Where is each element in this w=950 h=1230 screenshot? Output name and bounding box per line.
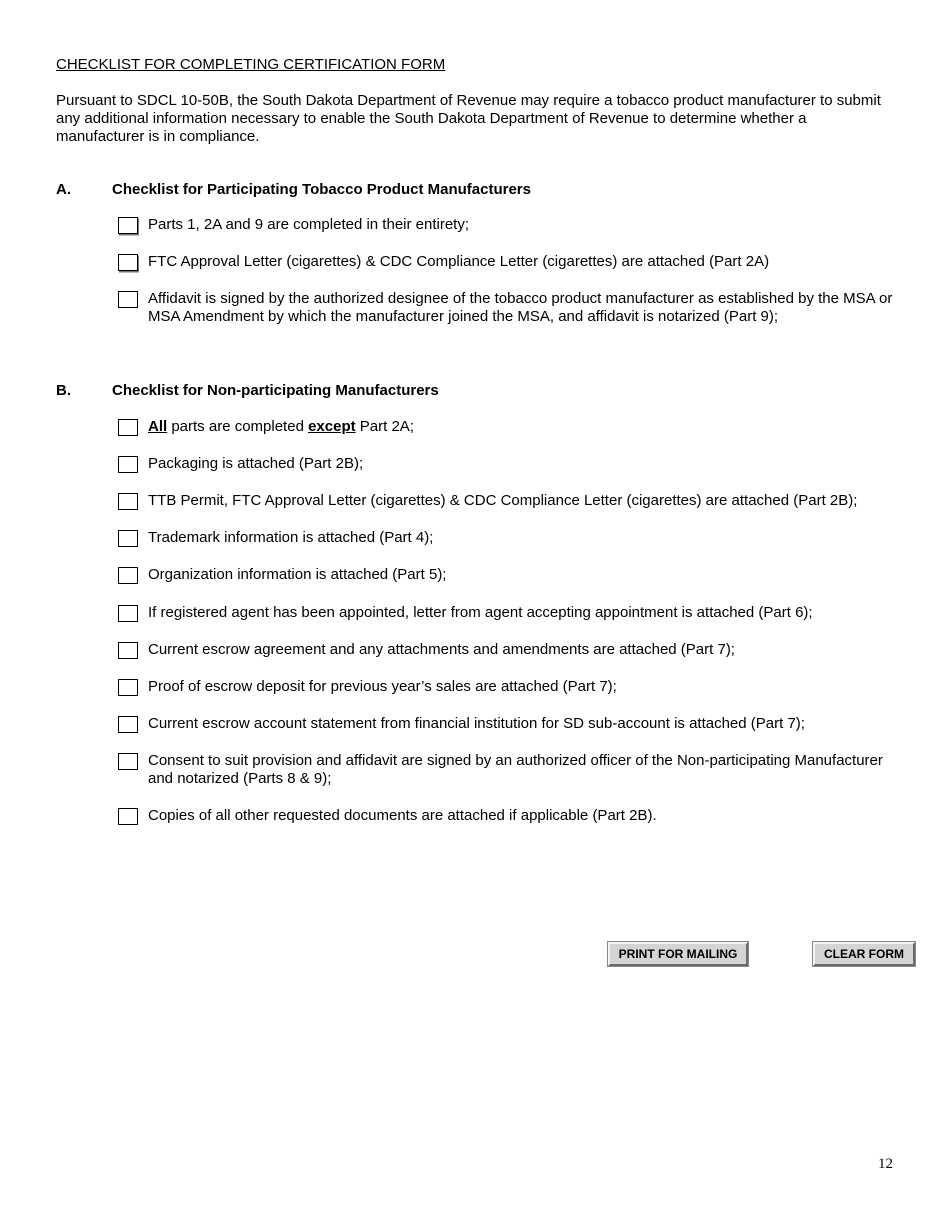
checkbox-a3[interactable] bbox=[118, 291, 138, 308]
checklist-item-text: Packaging is attached (Part 2B); bbox=[148, 455, 364, 472]
checkbox-b7[interactable] bbox=[118, 642, 138, 659]
section-a-letter: A. bbox=[56, 181, 71, 198]
section-a-heading: Checklist for Participating Tobacco Product Manufacturers bbox=[112, 181, 531, 198]
checklist-item-text: Proof of escrow deposit for previous year’s sales are attached (Part 7); bbox=[148, 678, 617, 695]
section-b-heading: Checklist for Non-participating Manufacturers bbox=[112, 382, 439, 399]
checkbox-b5[interactable] bbox=[118, 567, 138, 584]
item-text-end: Part 2A; bbox=[355, 418, 414, 435]
checkbox-b3[interactable] bbox=[118, 493, 138, 510]
checklist-item-text: Parts 1, 2A and 9 are completed in their entirety; bbox=[148, 216, 470, 233]
item-text-middle: parts are completed bbox=[167, 418, 309, 435]
checkbox-b11[interactable] bbox=[118, 808, 138, 825]
checkbox-b2[interactable] bbox=[118, 456, 138, 473]
clear-form-button[interactable]: CLEAR FORM bbox=[813, 942, 915, 966]
checkbox-b10[interactable] bbox=[118, 753, 138, 770]
checklist-item-text: Organization information is attached (Part 5); bbox=[148, 566, 447, 583]
checkbox-b1[interactable] bbox=[118, 419, 138, 436]
section-b-letter: B. bbox=[56, 382, 71, 399]
print-for-mailing-button[interactable]: PRINT FOR MAILING bbox=[608, 942, 748, 966]
checkbox-b9[interactable] bbox=[118, 716, 138, 733]
emphasis-all: All bbox=[148, 418, 168, 435]
checklist-item-text: Trademark information is attached (Part 4); bbox=[148, 529, 434, 546]
checklist-item-text: TTB Permit, FTC Approval Letter (cigarettes) & CDC Compliance Letter (cigarettes) are attached (Part 2B); bbox=[148, 492, 858, 509]
checkbox-a2[interactable] bbox=[118, 254, 138, 271]
checkbox-b6[interactable] bbox=[118, 605, 138, 622]
checkbox-a1[interactable] bbox=[118, 217, 138, 234]
checkbox-b4[interactable] bbox=[118, 530, 138, 547]
page-title: CHECKLIST FOR COMPLETING CERTIFICATION FORM bbox=[56, 56, 446, 73]
checkbox-b8[interactable] bbox=[118, 679, 138, 696]
checklist-item-text: Affidavit is signed by the authorized designee of the tobacco product manufacturer as established by the MSA or MSA Amendment by which the manufacturer joined the MSA, and affidavit is notarized (Part 9); bbox=[148, 290, 893, 325]
intro-paragraph: Pursuant to SDCL 10-50B, the South Dakota Department of Revenue may require a tobacco product manufacturer to submit any additional information necessary to enable the South Dakota Department of Revenue to determine whether a manufacturer is in compliance. bbox=[56, 92, 881, 145]
checklist-item-text bbox=[148, 418, 898, 436]
checklist-item-text: If registered agent has been appointed, letter from agent accepting appointment is attached (Part 6); bbox=[148, 604, 813, 621]
emphasis-except: except bbox=[308, 418, 356, 435]
checklist-item-text: Consent to suit provision and affidavit are signed by an authorized officer of the Non-participating Manufacturer and notarized (Parts 8 & 9); bbox=[148, 752, 883, 787]
page-number: 12 bbox=[878, 1156, 893, 1172]
checklist-item-text: Current escrow agreement and any attachments and amendments are attached (Part 7); bbox=[148, 641, 735, 658]
checklist-item-text: FTC Approval Letter (cigarettes) & CDC Compliance Letter (cigarettes) are attached (Part 2A) bbox=[148, 253, 770, 270]
checklist-item-text: Copies of all other requested documents are attached if applicable (Part 2B). bbox=[148, 807, 657, 824]
checklist-item-text: Current escrow account statement from financial institution for SD sub-account is attached (Part 7); bbox=[148, 715, 805, 732]
